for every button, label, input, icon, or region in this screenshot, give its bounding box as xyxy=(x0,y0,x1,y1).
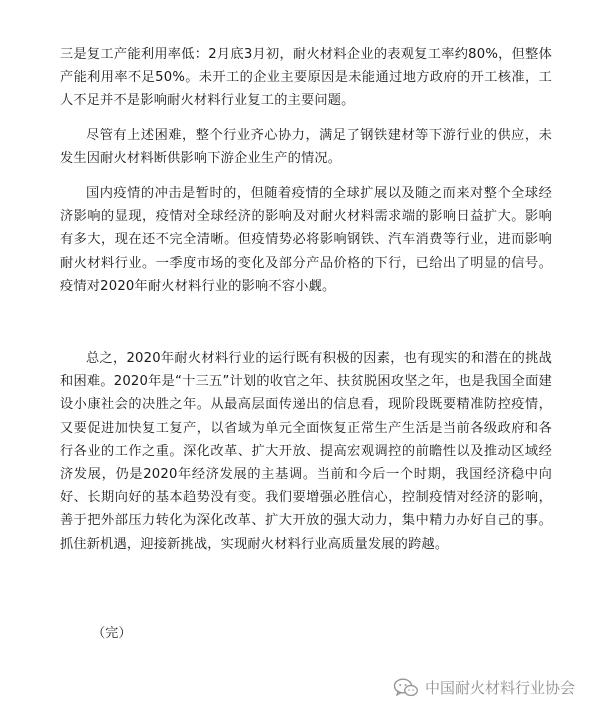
ending-mark: （完） xyxy=(92,626,132,641)
wechat-icon xyxy=(393,678,419,698)
watermark-text: 中国耐火材料行业协会 xyxy=(424,679,575,697)
paragraph-1: 三是复工产能利用率低：2月底3月初，耐火材料企业的表观复工率约80%，但整体产能利用率不足50%。未开工的企业主要原因是未能通过地方政府的开工核准，工人不足并不是影响耐火材料行业复工的主要问题。 xyxy=(60,47,552,109)
account-watermark xyxy=(393,677,575,698)
paragraph-4: 总之，2020年耐火材料行业的运行既有积极的因素，也有现实的和潜在的挑战和困难。2020年是“十三五”计划的收官之年、扶贫脱困攻坚之年，也是我国全面建设小康社会的决胜之年。从最高层面传递出的信息看，现阶段既要精准防控疫情，又要促进加快复工复产，以省域为单元全面恢复正常生产生活是当前各级政府和各行各业的工作之重。深化改革、扩大开放、提高宏观调控的前瞻性以及推动区域经济发展，仍是2020年经济发展的主基调。当前和今后一个时期，我国经济稳中向好、长期向好的基本趋势没有变。我们要增强必胜信心，控制疫情对经济的影响，善于把外部压力转化为深化改革、扩大开放的强大动力，集中精力办好自己的事。抓住新机遇，迎接新挑战，实现耐火材料行业高质量发展的跨越。 xyxy=(60,351,552,552)
paragraph-3: 国内疫情的冲击是暂时的，但随着疫情的全球扩展以及随之而来对整个全球经济影响的显现，疫情对全球经济的影响及对耐火材料需求端的影响日益扩大。影响有多大，现在还不完全清晰。但疫情势必将影响钢铁、汽车消费等行业，进而影响耐火材料行业。一季度市场的变化及部分产品价格的下行，已给出了明显的信号。疫情对2020年耐火材料行业的影响不容小觑。 xyxy=(60,186,552,294)
paragraph-2: 尽管有上述困难，整个行业齐心协力，满足了钢铁建材等下游行业的供应，未发生因耐火材料断供影响下游企业生产的情况。 xyxy=(60,128,552,167)
